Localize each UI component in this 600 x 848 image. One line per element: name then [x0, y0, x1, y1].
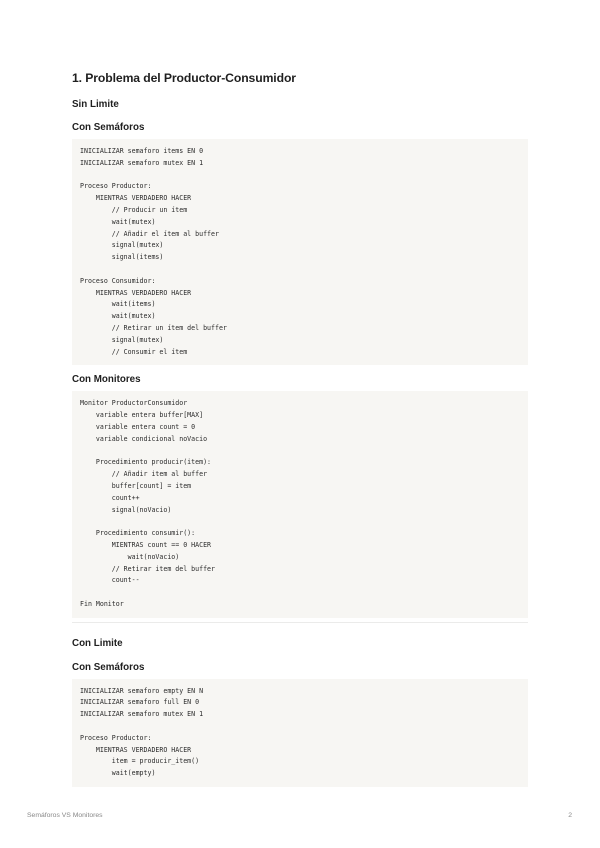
- section-title: 1. Problema del Productor-Consumidor: [72, 71, 296, 85]
- footer-page-number: 2: [568, 812, 572, 819]
- code-block-semaforos-sin-limite: INICIALIZAR semaforo items EN 0 INICIALIZAR semaforo mutex EN 1 Proceso Productor: MIENTRAS VERDADERO HACER // Producir un ítem wait(mutex) // Añadir el ítem al buffer signal(mutex) signal(items) Proceso Consumidor: MIENTRAS VERDADERO HACER wait(items) wait(mutex) // Retirar un ítem del buffer signal(mutex) // Consumir el ítem: [72, 139, 528, 365]
- subsection-heading-sin-limite: Sin Limite: [72, 99, 119, 110]
- heading-monitores-sin-limite: Con Monitores: [72, 374, 141, 386]
- subsection-heading-con-limite: Con Limite: [72, 637, 123, 649]
- heading-semaforos-con-limite: Con Semáforos: [72, 661, 145, 673]
- section-divider: [72, 622, 528, 623]
- code-block-monitores-sin-limite: Monitor ProductorConsumidor variable entera buffer[MAX] variable entera count = 0 variable condicional noVacio Procedimiento producir(item): // Añadir item al buffer buffer[count] = item count++ signal(noVacio) Procedimiento consumir(): MIENTRAS count == 0 HACER wait(noVacio) // Retirar item del buffer count-- Fin Monitor: [72, 391, 528, 617]
- document-page: [72, 70, 528, 787]
- footer-document-name: Semáforos VS Monitores: [27, 812, 103, 819]
- code-block-semaforos-con-limite: INICIALIZAR semaforo empty EN N INICIALIZAR semaforo full EN 0 INICIALIZAR semaforo mutex EN 1 Proceso Productor: MIENTRAS VERDADERO HACER item = producir_item() wait(empty): [72, 679, 528, 787]
- heading-semaforos-sin-limite: Con Semáforos: [72, 122, 145, 133]
